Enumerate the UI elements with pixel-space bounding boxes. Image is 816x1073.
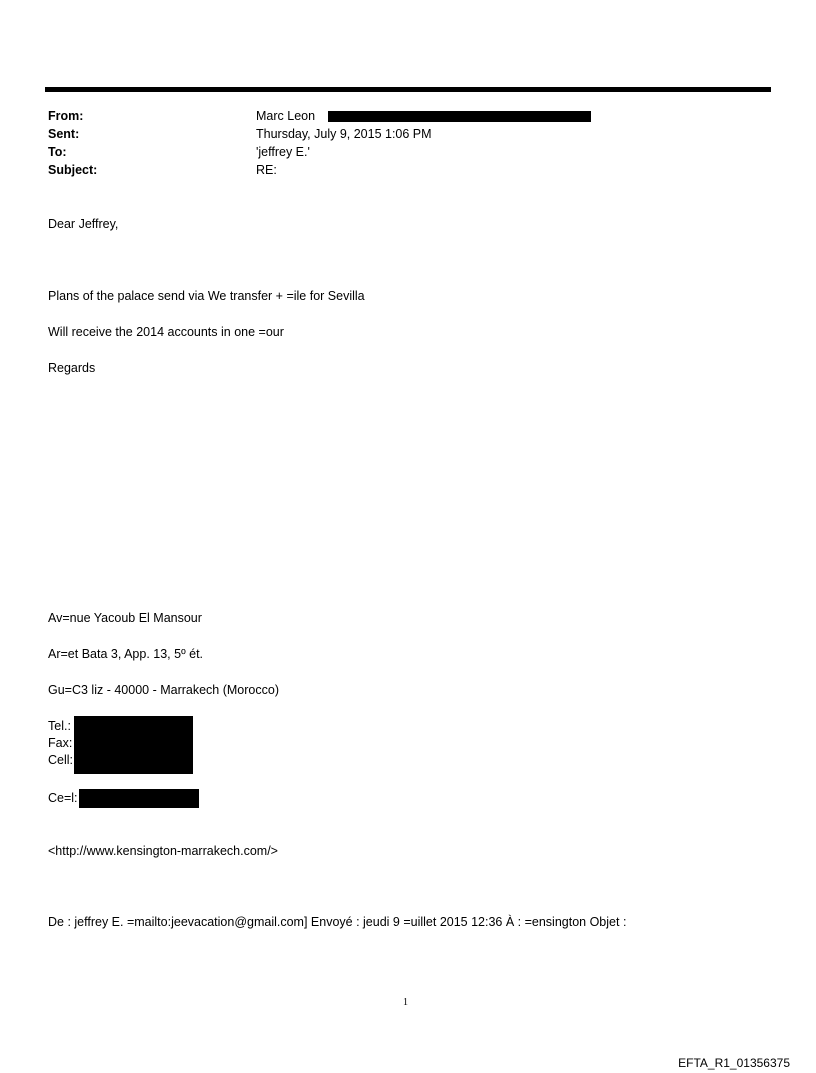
- from-value: Marc Leon: [256, 109, 316, 123]
- body-line-1: Plans of the palace send via We transfer + =ile for Sevilla: [48, 289, 365, 303]
- redaction-email: [79, 789, 199, 808]
- quoted-header-line: De : jeffrey E. =mailto:jeevacation@gmail.com] Envoyé : jeudi 9 =uillet 2015 12:36 À : =ensington Objet :: [48, 915, 627, 929]
- body-line-2: Will receive the 2014 accounts in one =our: [48, 325, 284, 339]
- subject-value: RE:: [256, 163, 277, 177]
- sent-label: Sent:: [48, 127, 80, 141]
- sent-value: Thursday, July 9, 2015 1:06 PM: [256, 127, 432, 141]
- cell-label: Cell:: [48, 753, 74, 767]
- redaction-from-email: [328, 111, 591, 122]
- tel-label: Tel.:: [48, 719, 71, 733]
- subject-label: Subject:: [48, 163, 98, 177]
- redaction-phone-numbers: [74, 716, 193, 774]
- to-value: 'jeffrey E.': [256, 145, 310, 159]
- fax-label: Fax:: [48, 736, 73, 750]
- signature-address-2: Ar=et Bata 3, App. 13, 5º ét.: [48, 647, 204, 661]
- signature-address-3: Gu=C3 liz - 40000 - Marrakech (Morocco): [48, 683, 279, 697]
- closing: Regards: [48, 361, 96, 375]
- email-label: Ce=l:: [48, 791, 78, 805]
- to-label: To:: [48, 145, 67, 159]
- signature-address-1: Av=nue Yacoub El Mansour: [48, 611, 202, 625]
- header-rule: [45, 87, 771, 92]
- website-link[interactable]: <http://www.kensington-marrakech.com/>: [48, 844, 278, 858]
- bates-number: EFTA_R1_01356375: [678, 1056, 790, 1070]
- from-label: From:: [48, 109, 84, 123]
- greeting: Dear Jeffrey,: [48, 217, 119, 231]
- page-number: 1: [403, 997, 408, 1008]
